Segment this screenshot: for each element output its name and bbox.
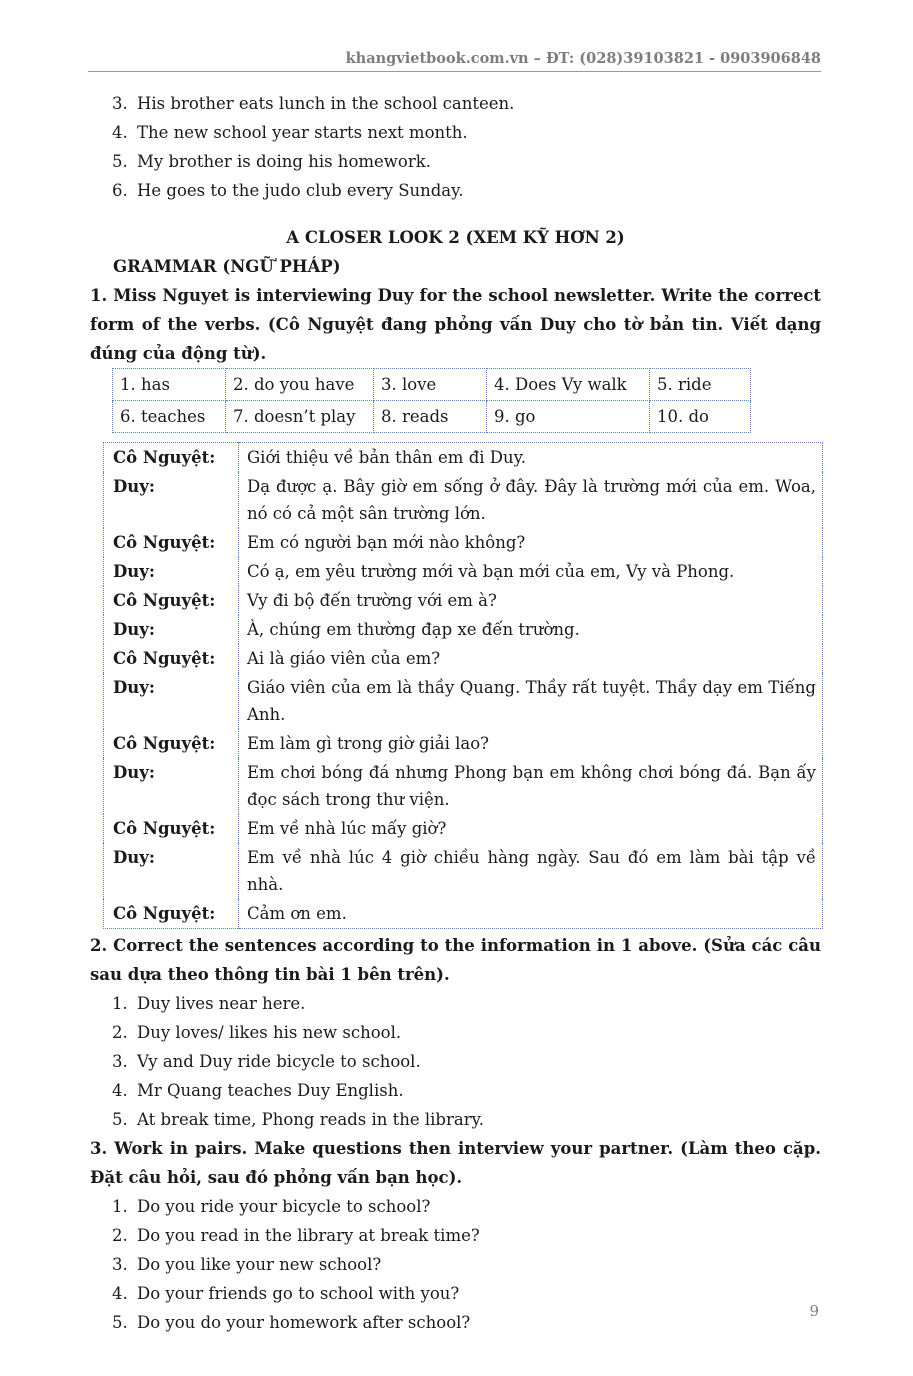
- list-item: 3. Vy and Duy ride bicycle to school.: [112, 1052, 421, 1071]
- list-item: 1. Do you ride your bicycle to school?: [112, 1197, 431, 1216]
- dialogue-row: [104, 615, 823, 644]
- dialogue-row: [104, 644, 823, 673]
- dialogue-row: [104, 758, 823, 814]
- dialogue-row: [104, 586, 823, 615]
- dialogue-row: [104, 472, 823, 528]
- dialogue-row: [104, 814, 823, 843]
- dialogue-text: Có ạ, em yêu trường mới và bạn mới của em, Vy và Phong.: [247, 562, 735, 581]
- dialogue-row: [104, 673, 823, 729]
- speaker: Cô Nguyệt:: [104, 644, 239, 673]
- dialogue-row: [104, 528, 823, 557]
- answer-table: [112, 368, 751, 433]
- answer-cell: 9. go: [487, 401, 650, 433]
- table-row: [113, 401, 751, 433]
- speaker: Duy:: [104, 758, 239, 814]
- dialogue-text: Em làm gì trong giờ giải lao?: [247, 734, 490, 753]
- dialogue-row: [104, 729, 823, 758]
- speaker: Duy:: [104, 843, 239, 899]
- dialogue-text: Em về nhà lúc 4 giờ chiều hàng ngày. Sau đó em làm bài tập về nhà.: [247, 848, 816, 894]
- page-number: 9: [809, 1302, 819, 1320]
- speaker: Cô Nguyệt:: [104, 814, 239, 843]
- answer-cell: 6. teaches: [113, 401, 226, 433]
- answer-cell: 4. Does Vy walk: [487, 369, 650, 401]
- page-header: khangvietbook.com.vn – ĐT: (028)39103821 - 0903906848: [88, 50, 821, 72]
- speaker: Cô Nguyệt:: [104, 528, 239, 557]
- dialogue-row: [104, 843, 823, 899]
- dialogue-text: Cảm ơn em.: [247, 904, 347, 923]
- answer-cell: 5. ride: [650, 369, 751, 401]
- list-item: 4. Do your friends go to school with you?: [112, 1284, 460, 1303]
- exercise-2-heading: 2. Correct the sentences according to the information in 1 above. (Sửa các câu sau dựa theo thông tin bài 1 bên trên).: [90, 936, 821, 984]
- answer-cell: 7. doesn’t play: [226, 401, 374, 433]
- exercise-3-heading: 3. Work in pairs. Make questions then interview your partner. (Làm theo cặp. Đặt câu hỏi, sau đó phỏng vấn bạn học).: [90, 1139, 821, 1187]
- list-item: 6. He goes to the judo club every Sunday.: [112, 181, 464, 200]
- speaker: Cô Nguyệt:: [104, 899, 239, 929]
- top-list: [90, 89, 821, 205]
- dialogue-text: Em về nhà lúc mấy giờ?: [247, 819, 447, 838]
- answer-cell: 8. reads: [374, 401, 487, 433]
- list-item: 2. Do you read in the library at break time?: [112, 1226, 480, 1245]
- table-row: [113, 369, 751, 401]
- speaker: Cô Nguyệt:: [104, 586, 239, 615]
- dialogue-table: [103, 442, 823, 929]
- list-item: 4. The new school year starts next month.: [112, 123, 468, 142]
- section-title: A CLOSER LOOK 2 (XEM KỸ HƠN 2): [286, 228, 625, 247]
- speaker: Duy:: [104, 673, 239, 729]
- dialogue-row: [104, 443, 823, 473]
- dialogue-row: [104, 899, 823, 929]
- dialogue-text: Vy đi bộ đến trường với em à?: [247, 591, 497, 610]
- answer-cell: 2. do you have: [226, 369, 374, 401]
- answer-cell: 1. has: [113, 369, 226, 401]
- list-item: 3. His brother eats lunch in the school canteen.: [112, 94, 515, 113]
- dialogue-row: [104, 557, 823, 586]
- list-item: 5. Do you do your homework after school?: [112, 1313, 471, 1332]
- dialogue-text: Em chơi bóng đá nhưng Phong bạn em không chơi bóng đá. Bạn ấy đọc sách trong thư viện.: [247, 763, 816, 809]
- list-item: 5. At break time, Phong reads in the library.: [112, 1110, 484, 1129]
- exercise-1-heading: 1. Miss Nguyet is interviewing Duy for the school newsletter. Write the correct form of the verbs. (Cô Nguyệt đang phỏng vấn Duy cho tờ bản tin. Viết dạng đúng của động từ).: [90, 286, 821, 363]
- speaker: Duy:: [104, 472, 239, 528]
- list-item: 2. Duy loves/ likes his new school.: [112, 1023, 402, 1042]
- dialogue-text: Ai là giáo viên của em?: [247, 649, 441, 668]
- speaker: Cô Nguyệt:: [104, 443, 239, 473]
- dialogue-text: Em có người bạn mới nào không?: [247, 533, 526, 552]
- speaker: Cô Nguyệt:: [104, 729, 239, 758]
- exercise-2-list: [90, 989, 821, 1134]
- grammar-heading: GRAMMAR (NGỮ PHÁP): [113, 257, 341, 276]
- speaker: Duy:: [104, 557, 239, 586]
- dialogue-text: Giới thiệu về bản thân em đi Duy.: [247, 448, 527, 467]
- speaker: Duy:: [104, 615, 239, 644]
- page-content: [90, 89, 821, 1337]
- dialogue-text: Dạ được ạ. Bây giờ em sống ở đây. Đây là trường mới của em. Woa, nó có cả một sân trường lớn.: [247, 477, 816, 523]
- dialogue-text: Giáo viên của em là thầy Quang. Thầy rất tuyệt. Thầy dạy em Tiếng Anh.: [247, 678, 816, 724]
- list-item: 1. Duy lives near here.: [112, 994, 306, 1013]
- dialogue-text: À, chúng em thường đạp xe đến trường.: [247, 620, 580, 639]
- list-item: 4. Mr Quang teaches Duy English.: [112, 1081, 404, 1100]
- list-item: 5. My brother is doing his homework.: [112, 152, 431, 171]
- answer-cell: 10. do: [650, 401, 751, 433]
- list-item: 3. Do you like your new school?: [112, 1255, 382, 1274]
- exercise-3-list: [90, 1192, 821, 1337]
- answer-cell: 3. love: [374, 369, 487, 401]
